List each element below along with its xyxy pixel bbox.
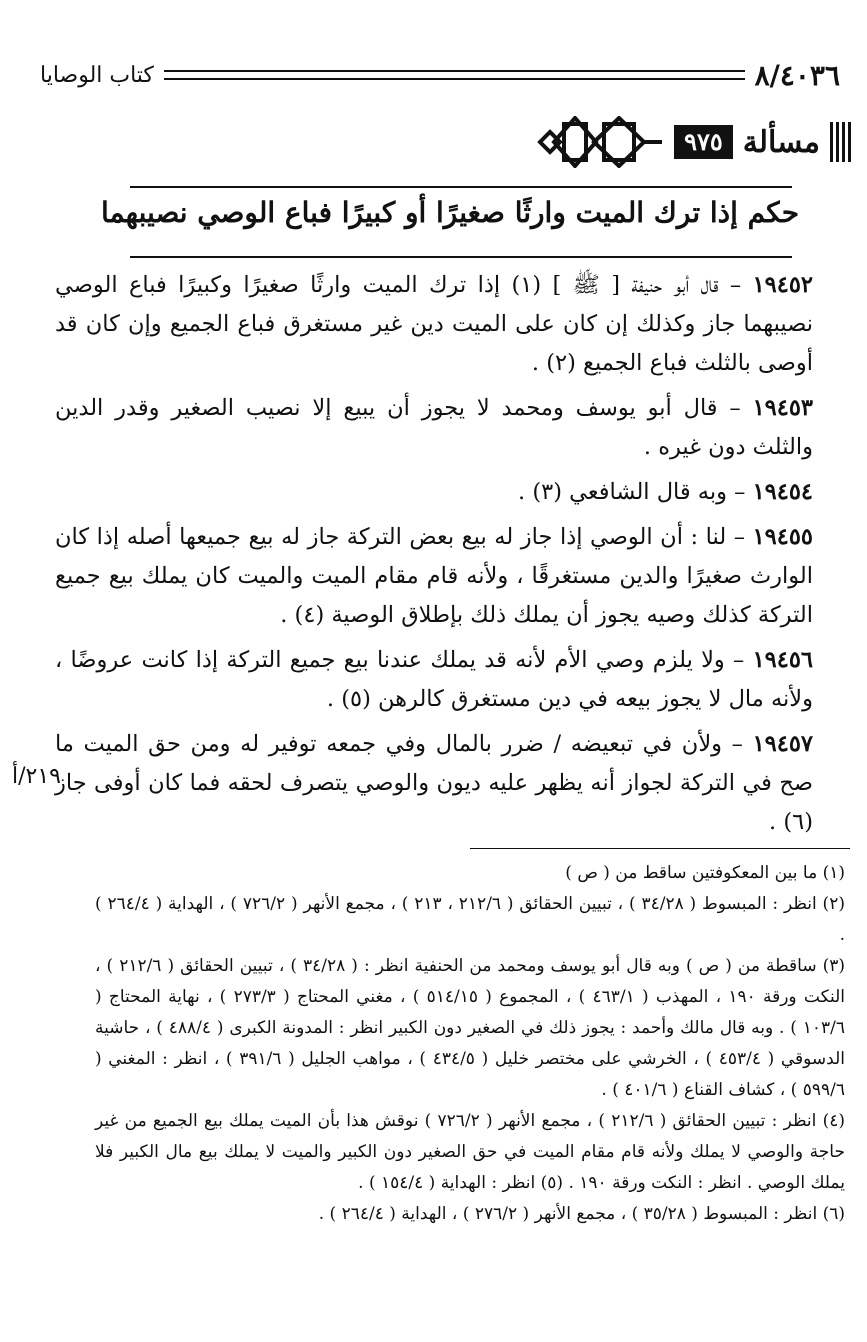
paragraph [55, 725, 813, 842]
title-rule-bottom [130, 256, 792, 258]
paragraph [55, 518, 813, 635]
book-title: كتاب الوصايا [40, 62, 154, 88]
title-rule-top [130, 186, 792, 188]
footnote-rule [470, 848, 850, 849]
footnote: (٤) انظر : تبيين الحقائق ( ٢١٢/٦ ) ، مجمع الأنهر ( ٧٢٦/٢ ) نوقش هذا بأن الميت يملك بيع الجميع من غير حاجة والوصي لا يملك ولأنه قام مقام الميت في حق الصغير دون الكبير والميت لا يملك بيع مال الكبير فلا يملك الوصي . انظر : النكت ورقة ١٩٠ . (٥) انظر : الهداية ( ١٥٤/٤ ) . [95, 1111, 845, 1193]
paragraph-number: ١٩٤٥٢ [752, 272, 813, 298]
masala-heading [532, 116, 852, 168]
paragraph [55, 641, 813, 719]
paragraph-number: ١٩٤٥٥ [752, 524, 813, 550]
paragraph-number: ١٩٤٥٣ [752, 395, 813, 421]
footnote: (٢) انظر : المبسوط ( ٣٤/٢٨ ) ، تبيين الحقائق ( ٢١٢/٦ ، ٢١٣ ) ، مجمع الأنهر ( ٧٢٦/٢ ) ، الهداية ( ٢٦٤/٤ ) . [95, 894, 845, 945]
geometric-ornament-icon [534, 116, 664, 168]
footnotes [95, 858, 845, 1230]
page-reference: ٨/٤٠٣٦ [754, 58, 840, 92]
paragraph [55, 389, 813, 467]
paragraph-text: – لنا : أن الوصي إذا جاز له بيع بعض التركة جاز له بيع جميعها أصله إذا كان الوارث صغيرًا والدين مستغرقًا ، ولأنه قام مقام الميت والميت كان يملك بيع جميع التركة كذلك وصيه يجوز أن يملك ذلك بإطلاق الوصية (٤) . [55, 524, 813, 628]
paragraph-text: – قال أبو حنيفة [ ﷺ ] (١) إذا ترك الميت وارثًا صغيرًا وكبيرًا فباع الوصي نصيبهما جاز وكذلك إن كان على الميت دين غير مستغرق فباع الجميع وإن كان قد أوصى بالثلث فباع الجميع (٢) . [55, 272, 813, 376]
paragraph-text: – ولا يلزم وصي الأم لأنه قد يملك عندنا بيع جميع التركة إذا كانت عروضًا ، ولأنه مال لا يجوز بيعه في دين مستغرق كالرهن (٥) . [55, 647, 813, 712]
header-rule [164, 70, 745, 80]
footnote: (٦) انظر : المبسوط ( ٣٥/٢٨ ) ، مجمع الأنهر ( ٢٧٦/٢ ) ، الهداية ( ٢٦٤/٤ ) . [318, 1204, 845, 1224]
main-text [55, 266, 813, 848]
paragraph-text: – قال أبو يوسف ومحمد لا يجوز أن يبيع إلا نصيب الصغير وقدر الدين والثلث دون غيره . [55, 395, 813, 460]
paragraph-number: ١٩٤٥٤ [752, 479, 813, 505]
paragraph-number: ١٩٤٥٦ [752, 647, 813, 673]
paragraph-number: ١٩٤٥٧ [752, 731, 813, 757]
page-header [40, 58, 840, 92]
paragraph [55, 473, 813, 512]
paragraph-text: – وبه قال الشافعي (٣) . [518, 479, 746, 505]
masala-number: ٩٧٥ [674, 125, 733, 159]
paragraph [55, 266, 813, 383]
bars-ornament-icon [830, 122, 852, 162]
footnote: (٣) ساقطة من ( ص ) وبه قال أبو يوسف ومحمد من الحنفية انظر : ( ٣٤/٢٨ ) ، تبيين الحقائق ( ٢١٢/٦ ) ، النكت ورقة ١٩٠ ، المهذب ( ٤٦٣/١ ) ، المجموع ( ٥١٤/١٥ ) ، مغني المحتاج ( ٢٧٣/٣ ) ، نهاية المحتاج ( ١٠٣/٦ ) . وبه قال مالك وأحمد : يجوز ذلك في الصغير دون الكبير انظر : المدونة الكبرى ( ٤٨٨/٤ ) ، حاشية الدسوقي ( ٤٥٣/٤ ) ، الخرشي على مختصر خليل ( ٤٣٤/٥ ) ، مواهب الجليل ( ٣٩١/٦ ) ، انظر : المغني ( ٥٩٩/٦ ) ، كشاف القناع ( ٤٠١/٦ ) . [95, 956, 846, 1100]
paragraph-text: – ولأن في تبعيضه / ضرر بالمال وفي جمعه توفير له ومن حق الميت ما صح في التركة لجواز أنه يظهر عليه ديون والوصي يتصرف لحقه فما كان أوفى جاز (٦) . [55, 731, 813, 835]
footnote: (١) ما بين المعكوفتين ساقط من ( ص ) [565, 863, 845, 883]
masala-label: مسألة [742, 124, 820, 160]
manuscript-folio-note: ٢١٩/أ [12, 764, 61, 789]
section-title: حكم إذا ترك الميت وارثًا صغيرًا أو كبيرًا فباع الوصي نصيبهما [100, 196, 800, 229]
